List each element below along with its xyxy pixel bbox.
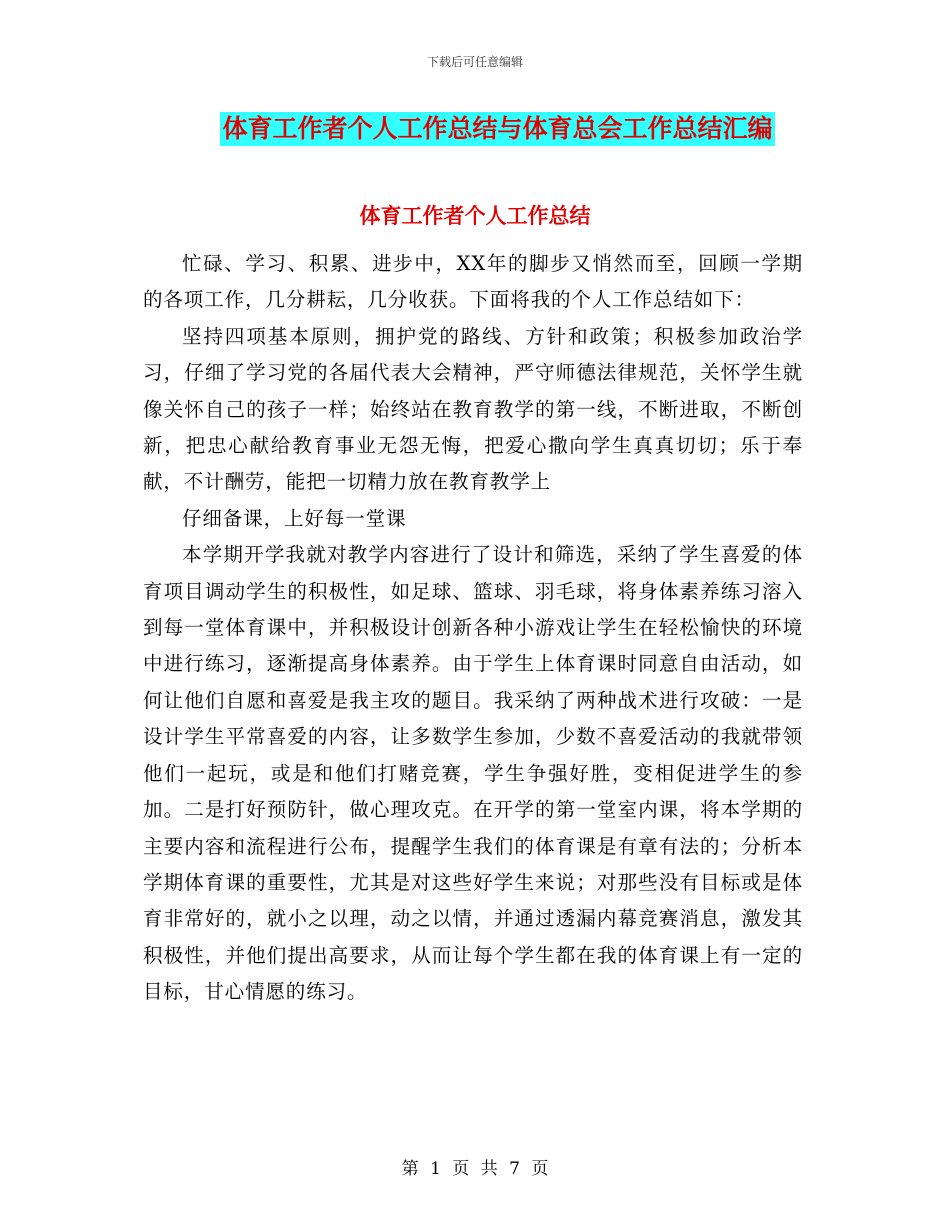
paragraph-subheading: 仔细备课，上好每一堂课 <box>182 506 407 530</box>
paragraph-intro: 忙碌、学习、积累、进步中，XX年的脚步又悄然而至，回顾一学期的各项工作，几分耕耘，几分收获。下面将我的个人工作总结如下： <box>143 252 803 312</box>
header-note: 下载后可任意编辑 <box>426 55 523 69</box>
main-title-wrapper <box>0 112 950 146</box>
body-text <box>143 246 803 1011</box>
page-footer: 第 1 页 共 7 页 <box>401 1159 549 1179</box>
main-title: 体育工作者个人工作总结与体育总会工作总结汇编 <box>220 112 774 146</box>
section-title: 体育工作者个人工作总结 <box>359 203 591 228</box>
paragraph-teaching: 本学期开学我就对教学内容进行了设计和筛选，采纳了学生喜爱的体育项目调动学生的积极性，如足球、篮球、羽毛球，将身体素养练习溶入到每一堂体育课中，并积极设计创新各种小游戏让学生在轻松愉快的环境中进行练习，逐渐提高身体素养。由于学生上体育课时同意自由活动，如何让他们自愿和喜爱是我主攻的题目。我采纳了两种战术进行攻破：一是设计学生平常喜爱的内容，让多数学生参加，少数不喜爱活动的我就带领他们一起玩，或是和他们打赌竞赛，学生争强好胜，变相促进学生的参加。二是打好预防针，做心理攻克。在开学的第一堂室内课，将本学期的主要内容和流程进行公布，提醒学生我们的体育课是有章有法的；分析本学期体育课的重要性，尤其是对这些好学生来说；对那些没有目标或是体育非常好的，就小之以理，动之以情，并通过透漏内幕竞赛消息，激发其积极性，并他们提出高要求，从而让每个学生都在我的体育课上有一定的目标，甘心情愿的练习。 <box>143 543 803 1004</box>
paragraph-principles: 坚持四项基本原则，拥护党的路线、方针和政策；积极参加政治学习，仔细了学习党的各届代表大会精神，严守师德法律规范，关怀学生就像关怀自己的孩子一样；始终站在教育教学的第一线，不断进取，不断创新，把忠心献给教育事业无怨无悔，把爱心撒向学生真真切切；乐于奉献，不计酬劳，能把一切精力放在教育教学上 <box>143 324 803 494</box>
